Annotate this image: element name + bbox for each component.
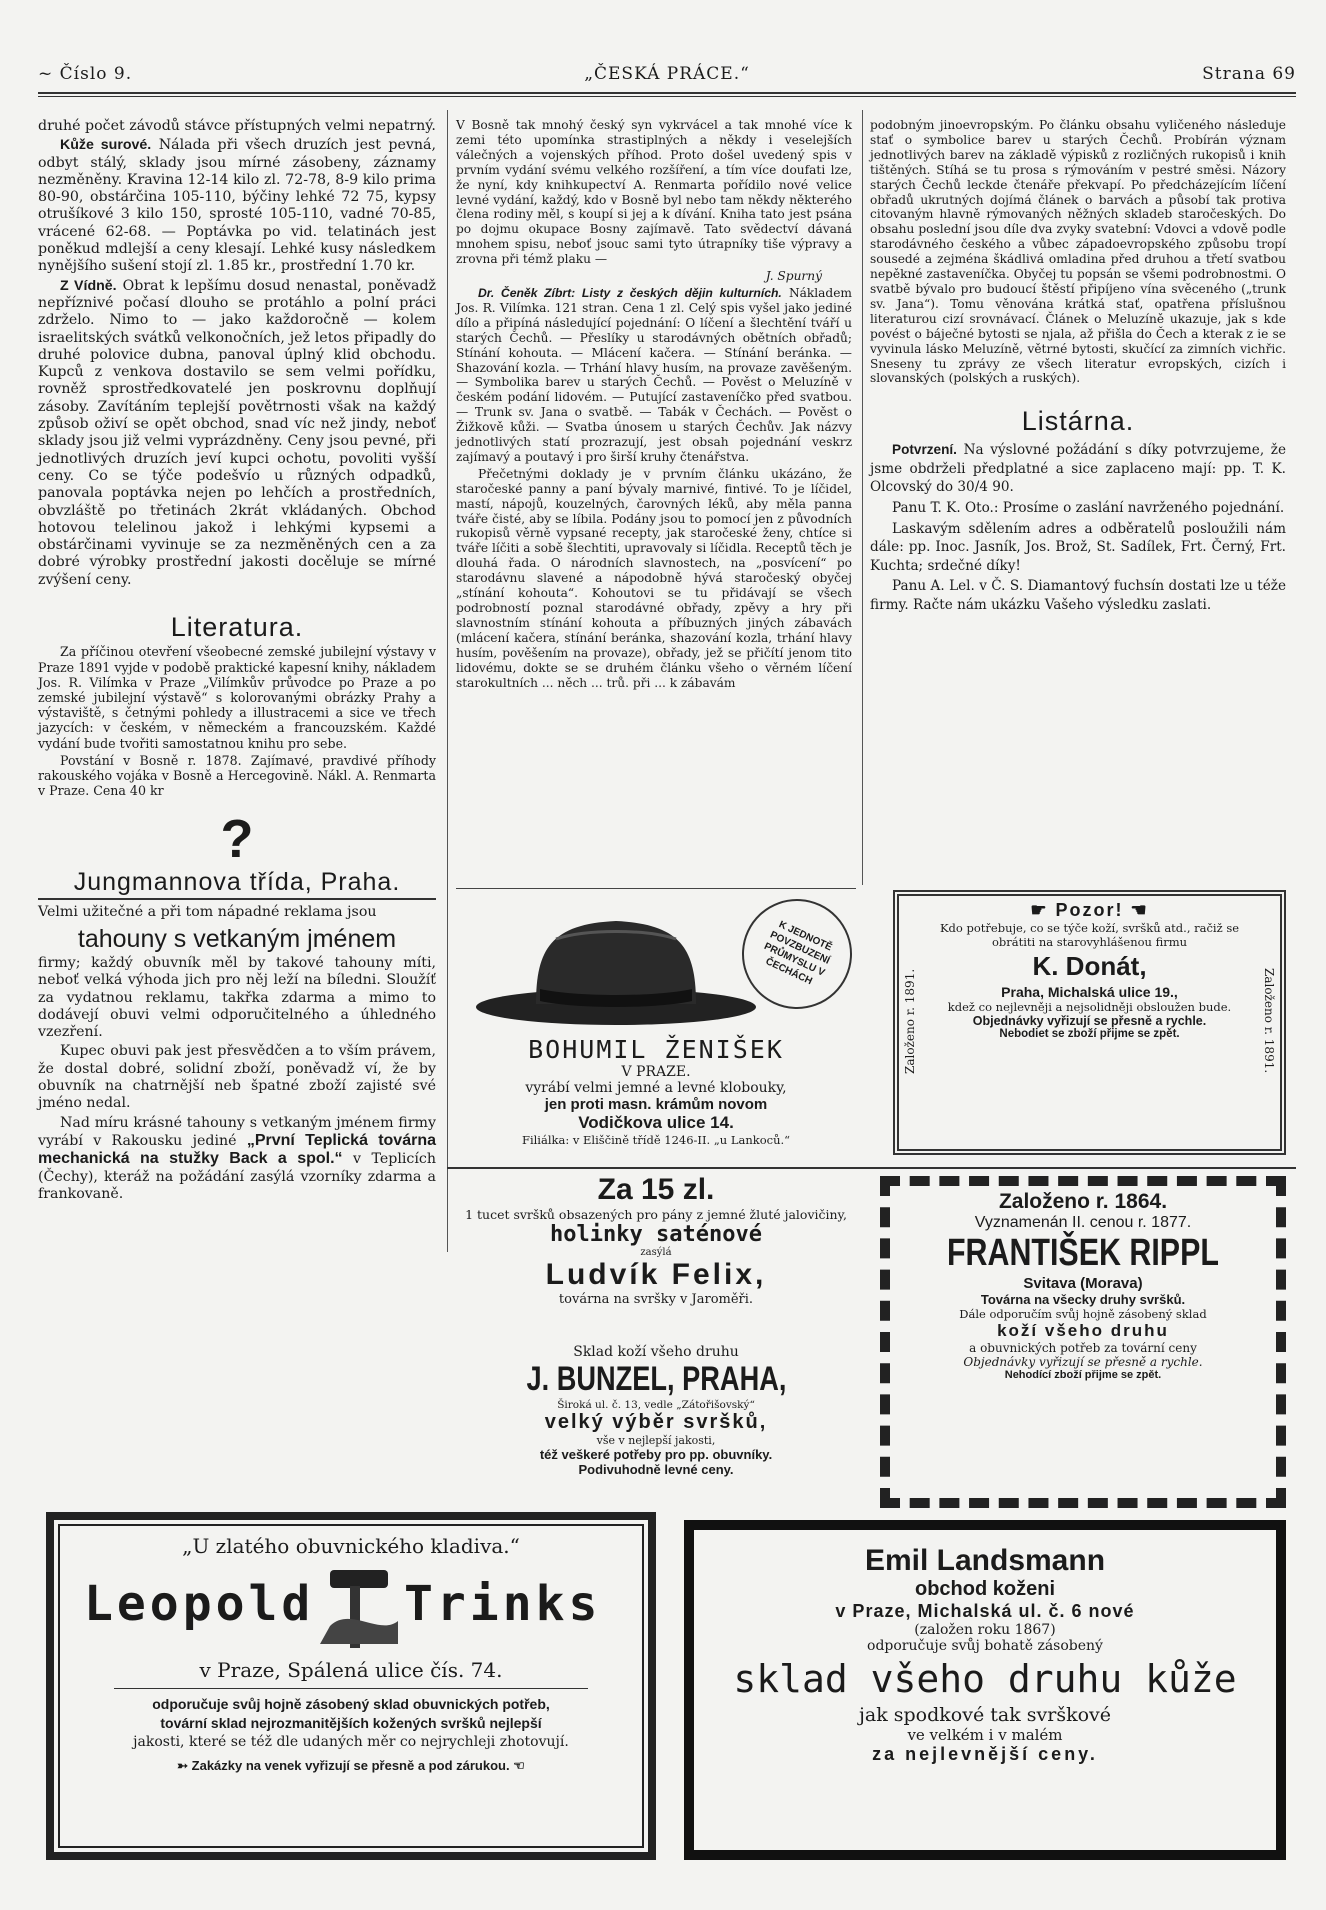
ad-felix	[456, 1173, 856, 1343]
ad-text: Nehodící zboží přijme se zpět.	[1004, 1369, 1162, 1381]
subheading: Z Vídně.	[60, 277, 117, 294]
ad-text: Vyznamenán II. cenou r. 1877.	[974, 1214, 1192, 1231]
ad-text: 1 tucet svršků obsazených pro pány z jemné žluté jalovičiny,	[465, 1207, 847, 1222]
ad-zenisek	[456, 888, 856, 1166]
ad-name: K. Donát,	[1032, 951, 1147, 981]
paragraph: firmy; každý obuvník měl by takové tahouny míti, neboť velká výhoda jich pro něj leží na bíledni. Sloužíť za vydatnou reklamu, takřka zdarma a mimo to dodávejí obuvi velmi odporučitelného a úhledného vzezření.	[38, 954, 436, 1041]
ad-address: v Praze, Michalská ul. č. 6 nové	[835, 1601, 1135, 1621]
paragraph	[38, 137, 436, 275]
ad-text: Továrna na všecky druhy svršků.	[980, 1292, 1186, 1307]
journal-title: „ČESKÁ PRÁCE.“	[584, 64, 750, 84]
ad-city: V PRAZE.	[621, 1064, 691, 1080]
question-mark-ornament: ?	[220, 809, 254, 870]
paragraph: podobným jinoevropským. Po článku obsahu vyličeného následuje stať o symbolice barev u starých Čechů. Probírán význam jednotlivých barev na základě výpisků z rozličných rukopisů i knih tištěných. Stíhá se tu prosa s rýmováním v pestré směsi. Názory starých Čechů leckde čtenáře překvapí. Po předcházejícím líčení obřadů ukrutných dojímá článek o barvách a působí tak protiva citovaným hlavně rýmovaných něžných skladeb staročeských. Do obsahu poslední jsou díle dva zvyky svatební: Vdovci a vdově podle starodávného českého a vůbec západoevropského způsobu tropí sousedé a zejména škádlivá omladina před druhou a třetí svatbou nepěkné zastaveníčka. Obyčej tu popsán se všemi podrobnostmi. O svatbě bývalo pro budoucí štěstí připíjeno vína svěceného („trunk sv. Jana“). Tomu věnována krátká stať, opatřena příslušnou literaturou cizí srovnávací. Článek o Meluzíně ukazuje, jak s kde povést o báječné bytosti se njala, až přišla do Čech a kterak z ie se vyvinula lásko Meluzíně, větrné bytosti, skučící za zimních vichřic. Sneseny tu zprávy ze všech literatur evropských, cizích i slovanských (polských a ruských).	[870, 118, 1286, 386]
paragraph: Za příčinou otevření všeobecné zemské jubilejní výstavy v Praze 1891 vyjde v podobě praktické kapesní knihy, nákladem Jos. R. Vilímka v Praze „Vilímkův průvodce po Praze a po zemské jubilejní výstavě“ s kolorovanými obrázky Prahy a výstaviště, s četnými pohledy a illustracemi a sice ve třech jazycích: v českém, v německém a francouzském. Každé vydání bude tvořiti samostatnou knihu pro sebe.	[38, 644, 436, 751]
medal-stamp: K JEDNOTĚ POVZBUZENÍ PRŮMYSLU V ČECHÁCH	[724, 888, 856, 1027]
signature: J. Spurný	[765, 269, 822, 284]
ad-side-text: Založeno r. 1891.	[1262, 968, 1276, 1074]
listarna-body	[870, 441, 1286, 614]
section-title-listarna: Listárna.	[1021, 406, 1135, 437]
ad-text: Kdo potřebuje, co se týče koží, svršků atd., račiž se obrátiti na starovyhlášenou firmu	[939, 921, 1240, 949]
subheading: Kůže surové.	[60, 137, 152, 154]
column-divider	[447, 110, 448, 1252]
ad-headline: tahouny s vetkaným jménem	[77, 924, 397, 953]
paragraph	[38, 278, 436, 589]
divider	[114, 1688, 588, 1689]
ad-text: Objednávky vyřizují se přesně a rychle.	[972, 1014, 1207, 1028]
ad-text: továrna na svršky v Jaroměři.	[558, 1292, 754, 1307]
ad-text: Podivuhodně levné ceny.	[578, 1462, 734, 1477]
ad-text: Nebodiet se zboží přijme se zpět.	[999, 1028, 1180, 1040]
page-header	[38, 64, 1296, 88]
ad-text: holinky saténové	[550, 1222, 762, 1247]
paragraph: Přečetnými doklady je v prvním článku ukázáno, že staročeské panny a paní bývaly marnivé, fintivé. To je líčidel, mastí, nápojů, kouzelných, čarovných léků, aby měla panna tváře čisté, aby se líbila. Podány jsou to pomocí jen z původních rukopisů věrně vypsané recepty, jak staročeské ženy, chtíce si tváře líčiti a sobě šlechtiti, upravovaly si líčidla. Receptů těch je dlouhá řada. O národních slavnostech, na „posvícení“ po starodávnu slavené a nápodobně hývá staročeský obyčej „stínání kohouta“. Kohoutovi se tu přidávají se všech podrobností poznal starodávné obřady, zpěvy a hry při slavnostním stínání kohouta a příbuzných jiných zábavách (mlácení kačera, stínání beránka, shazování kozla, trhání hlavy husím, pověšením na provaze), obřady, jež se přičítí jenom tito lidovému, dokte se se druhém článku všeho o věrném líčení starokultních ... něch ... trů. při ... k zábavám	[456, 466, 852, 690]
paragraph: Panu T. K. Oto.: Prosíme o zaslání navrženého pojednání.	[892, 500, 1285, 516]
ad-text: tovární sklad nejrozmanitějších kožených svršků nejlepší	[160, 1715, 542, 1731]
ad-address: v Praze, Spálená ulice čís. 74.	[199, 1658, 503, 1682]
ad-name-row	[74, 1566, 628, 1658]
ad-text: odporučuje svůj bohatě zásobený	[867, 1638, 1103, 1654]
ad-bunzel	[456, 1344, 856, 1506]
paragraph: Velmi užitečné a při tom nápadné reklama jsou	[38, 903, 377, 920]
ad-address: Široká ul. č. 13, vedle „Zátořišovský“	[557, 1399, 755, 1411]
firm-name: „První Teplická továrna mechanická na stužky Back a spol.“	[38, 1131, 437, 1168]
paragraph	[870, 441, 1286, 497]
ad-text: jen proti masn. krámům novom	[544, 1096, 768, 1113]
column-divider	[862, 110, 863, 885]
ad-text: koží všeho druhu	[997, 1321, 1169, 1340]
ad-text: obchod koženi	[915, 1578, 1055, 1600]
subheading: Potvrzení.	[892, 442, 957, 458]
paragraph-text: Nákladem Jos. R. Vilímka. 121 stran. Cena 1 zl. Celý spis vyšel jako jediné dílo a připíná následující pojednání: O líčení a šlechtění tváří u starých Čechů. — Přeslíky u starodávných obětních obřadů; Stínání kohouta. — Mlácení kačera. — Stínání beránka. — Shazování kozla. — Trhání hlavy husím, na provaze zavěšeným. — Symbolika barev u starých Čechů. — Pověst o Meluzíně v českém podání lidovém. — Putující zastaveníčko před svatbou. — Trunk sv. Jana o svatbě. — Tabák v Čechách. — Pověst o Žižkově kůži. — Svatba únosem u starých Čechův. Jak názvy jednotlivých statí prozrazují, jest obsah pojednání veskrz zajímavý a poutavý i pro širší kruhy čtenářstva.	[456, 285, 852, 464]
ad-trinks	[46, 1512, 656, 1860]
paragraph-text: Nálada při všech druzích jest pevná, odbyt stálý, sklady jsou mírné zásobeny, záznamy nezměněny. Kravina 12-14 kilo zl. 72-78, 8-9 kilo prima 80-90, obstárčina 105-110, býčiny lehké 72 75, kypsy otrušíkové 3 kilo 150, sprosté 105-110, vadné 70-85, vrácené 62-68. — Poptávka po vid. telatinách jest poněkud mdlejší a ceny klesají. Lehké kusy následkem nynějšího sušení stojí zl. 1.85 kr., prostřední 1.70 kr.	[38, 137, 436, 275]
header-rule	[38, 92, 1296, 94]
paragraph	[456, 286, 852, 465]
paragraph: V Bosně tak mnohý český syn vykrvácel a tak mnohé více k zemi této upomínka strastiplných a někdy i veselejších válečných a vojenských příhod. Proto došel uvedený spis v prvním vydání svému velkého rozšíření, a tím více doufati lze, že nyní, kdy knihkupectví A. Renmarta pořídilo nové velice levné vydání, každý, kdo v Bosně byl nebo tam někdy některého člena rodiny měl, s koupí si jej a k dívání. Kniha tato jest psána po dojmu okupace Bosny zajímavě. Tato svědectví dávaná mnohem spisu, neboť jsouc sami tyto útrapníky tiše výpravy a zrovna při témž plaku —	[456, 118, 852, 267]
ad-name-first: Leopold	[84, 1576, 315, 1632]
ad-headline: sklad všeho druhu kůže	[733, 1657, 1237, 1701]
ad-heading: ☛ Pozor! ☚	[1030, 900, 1149, 920]
column-1	[38, 118, 436, 1205]
issue-number: ~ Číslo 9.	[38, 64, 133, 84]
ad-text: též veškeré potřeby pro pp. obuvníky.	[539, 1447, 773, 1462]
ad-name: Ludvík Felix,	[545, 1258, 767, 1291]
ad-text: zasýlá	[640, 1247, 672, 1258]
paragraph	[38, 1115, 436, 1203]
subheading: Dr. Čeněk Zíbrt: Listy z českých dějin kulturních.	[478, 285, 782, 300]
ad-text: kdež co nejlevněji a nejsolidněji obsloužen bude.	[947, 1000, 1232, 1014]
ad-text: ve velkém i v malém	[907, 1726, 1063, 1744]
ad-side-text: Založeno r. 1891.	[903, 968, 917, 1074]
ad-donat	[893, 890, 1286, 1155]
ad-text: Filiálka: v Eliščině třídě 1246-II. „u Lankoců.“	[521, 1133, 791, 1147]
paragraph-text: Obrat k lepšímu dosud nenastal, poněvadž nepříznivé počasí dlouho se protáhlo a polní práci zdrželo. Nimo to — jako každoročně — kolem israelitských svátků velkonočních, jež letos připadly do druhé polovice dubna, panoval úplný klid obchodu. Kupců z venkova dostavilo se sem velmi pořídku, rovněž sprostředkovatelé jen poskrovnu doplňují zásoby. Zavítáním teplejší povětrnosti však na každý způsob oživí se opět obchod, snad víc než jindy, neboť sklady jsou již velmi vyprázdněny. Ceny jsou pevné, při jednotlivých druzích jeví kupci ochotu, povoliti vyšší ceny. Co se týče podešvío u různých odpadků, panovala poptávka nejen po lehčích a prostředních, obvzláště po třetinách 2krát vkládaných. Obchod hotovou telelinou jakož i lehkými kypsemi a obstárčinami vyvinuje se za nezměněných cen a za dobré výrobky prostřední jakosti docěluje se mírné zvýšení ceny.	[38, 277, 437, 588]
ad-text: velký výběr svršků,	[544, 1411, 768, 1433]
ad-address: Vodičkova ulice 14.	[578, 1113, 734, 1132]
ad-text: Sklad koží všeho druhu	[573, 1344, 739, 1360]
paragraph-text: v Teplicích (Čechy), kteráž na požádání zasýlá vzorníky zdarma a frankovaně.	[38, 1151, 436, 1202]
ad-name: BOHUMIL ŽENIŠEK	[528, 1035, 784, 1064]
paragraph: Panu A. Lel. v Č. S. Diamantový fuchsín dostati lze u téže firmy. Račte nám ukázku Vašeho výsledku zaslati.	[870, 578, 1286, 613]
column-2	[456, 118, 852, 692]
page-number: Strana 69	[1202, 64, 1296, 84]
ad-rule	[447, 1167, 1296, 1169]
ad-text: Založeno r. 1864.	[998, 1190, 1168, 1213]
divider	[38, 898, 436, 900]
header-rule-thin	[38, 96, 1296, 97]
hammer-icon	[310, 1566, 398, 1656]
column-3	[870, 118, 1286, 617]
ad-text: Dále odporučím svůj hojně zásobený sklad	[959, 1307, 1207, 1321]
ad-text: Objednávky vyřizují se přesně a rychle.	[963, 1355, 1203, 1369]
ad-name: FRANTIŠEK RIPPL	[947, 1232, 1219, 1274]
ad-city: Svitava (Morava)	[1023, 1275, 1143, 1292]
ad-name: Emil Landsmann	[864, 1544, 1106, 1577]
ad-text: odporučuje svůj hojně zásobený sklad obuvnických potřeb,	[152, 1696, 550, 1712]
ad-text: za nejlevnější ceny.	[872, 1744, 1098, 1764]
section-title-literatura: Literatura.	[170, 612, 304, 643]
ad-heading: Za 15 zl.	[597, 1173, 715, 1206]
ad-heading: „U zlatého obuvnického kladiva.“	[182, 1534, 520, 1558]
paragraph-text: Nad míru krásné tahouny s vetkaným jménem firmy vyrábí v Rakousku jediné	[38, 1114, 436, 1149]
ad-text: vše v nejlepší jakosti,	[596, 1434, 716, 1447]
ad-name-last: Trinks	[404, 1576, 602, 1632]
section-title-jungmannova: Jungmannova třída, Praha.	[73, 868, 401, 897]
ad-name: J. BUNZEL, PRAHA,	[526, 1360, 786, 1398]
ad-text: jakosti, které se též dle udaných měr co nejrychleji zhotovují.	[133, 1734, 569, 1750]
ad-text: (založen roku 1867)	[914, 1622, 1056, 1638]
ad-landsmann	[684, 1520, 1286, 1860]
ad-address: Praha, Michalská ulice 19.,	[1001, 984, 1178, 1000]
paragraph: Laskavým sdělením adres a odběratelů posloužili nám dále: pp. Inoc. Jasník, Jos. Brož, St. Sadílek, Frt. Černý, Frt. Kuchta; srdečné díky!	[870, 520, 1286, 574]
ad-rippl	[880, 1176, 1286, 1508]
paragraph: Kupec obuvi pak jest přesvědčen a to vším právem, že dostal dobré, solidní zboží, poněvadž ví, že by obuvník na chatrnější neb špatné zboží zajisté své jméno nedal.	[38, 1043, 436, 1112]
paragraph: druhé počet závodů stávce přístupných velmi nepatrný.	[38, 118, 436, 134]
ad-text: ➳ Zakázky na venek vyřizují se přesně a pod zárukou. ☜	[177, 1758, 525, 1773]
ad-text: vyrábí velmi jemné a levné klobouky,	[525, 1080, 787, 1096]
paragraph-text: Na výslovné požádání s díky potvrzujeme, že jsme obdrželi předplatné a sice zaplaceno mají: pp. T. K. Olcovský do 30/4 90.	[870, 442, 1286, 496]
ad-text: a obuvnických potřeb za tovární ceny	[969, 1341, 1197, 1355]
paragraph: Povstání v Bosně r. 1878. Zajímavé, pravdivé příhody rakouského vojáka v Bosně a Hercegovině. Nákl. A. Renmarta v Praze. Cena 40 kr	[38, 752, 436, 799]
ad-text: jak spodkové tak svrškové	[858, 1704, 1112, 1726]
